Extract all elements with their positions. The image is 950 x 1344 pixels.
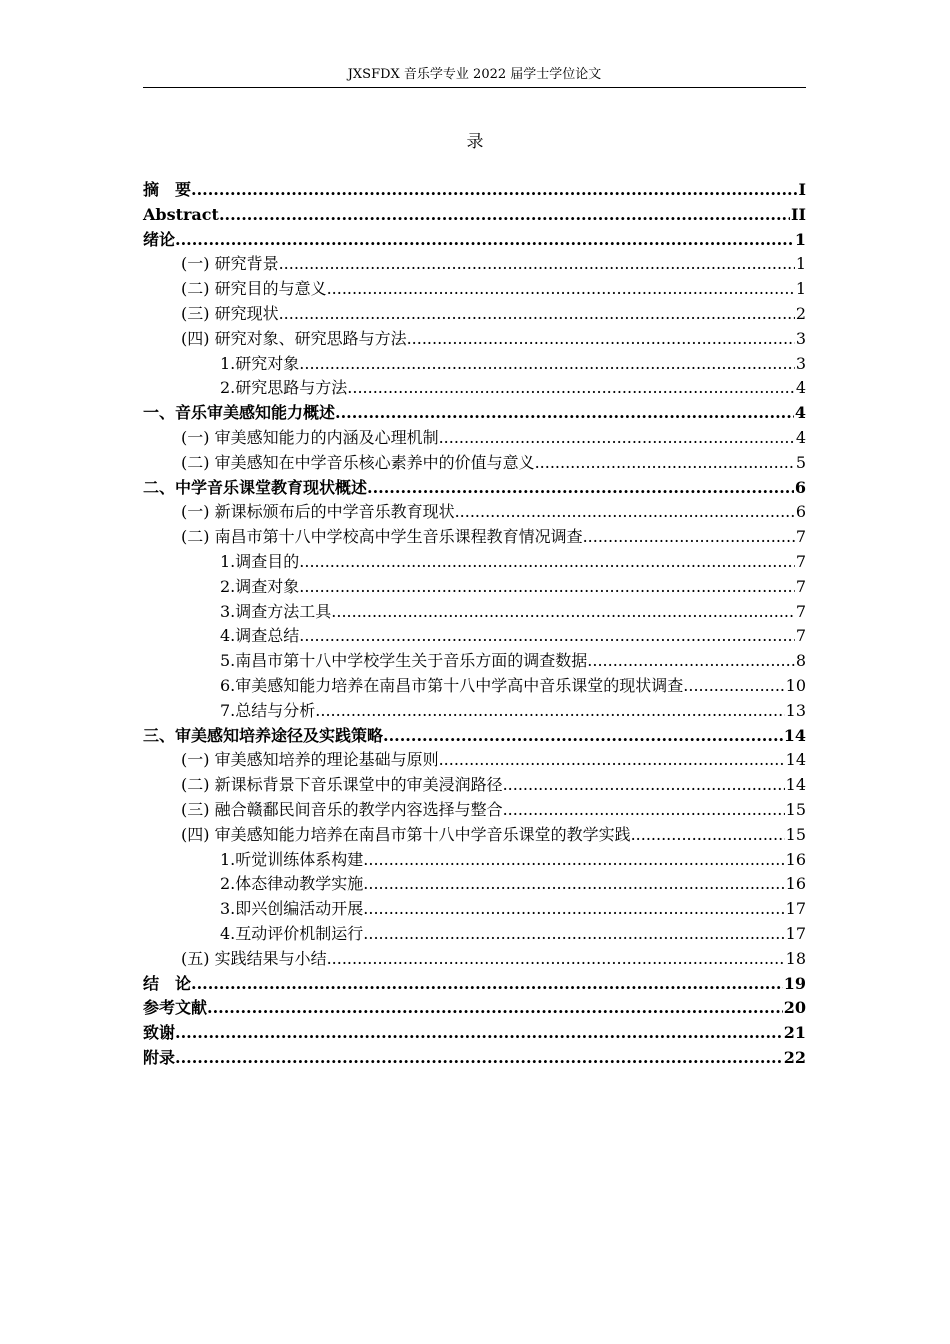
toc-entry-page-number: 17: [785, 923, 806, 943]
toc-entry-page-number: 7: [795, 626, 806, 646]
toc-dot-leader: [175, 1021, 783, 1046]
toc-entry[interactable]: [143, 575, 806, 600]
toc-dot-leader: [327, 947, 785, 972]
toc-entry[interactable]: [143, 451, 806, 476]
toc-dot-leader: [683, 674, 784, 699]
toc-entry-label: 3.调查方法工具: [220, 601, 332, 621]
toc-entry-label: (四) 审美感知能力培养在南昌市第十八中学音乐课堂的教学实践: [181, 824, 631, 844]
toc-entry-label: (一) 研究背景: [181, 254, 279, 274]
toc-dot-leader: [367, 476, 794, 501]
toc-entry-page-number: 16: [785, 874, 806, 894]
toc-dot-leader: [587, 649, 795, 674]
toc-dot-leader: [363, 848, 784, 873]
toc-entry-label: (一) 新课标颁布后的中学音乐教育现状: [181, 502, 455, 522]
toc-entry-page-number: 4: [795, 378, 806, 398]
toc-entry-label: 绪论: [143, 229, 176, 249]
toc-dot-leader: [363, 897, 784, 922]
toc-entry[interactable]: [143, 550, 806, 575]
toc-dot-leader: [335, 401, 794, 426]
toc-entry-page-number: II: [791, 204, 806, 224]
toc-entry-label: 致谢: [143, 1023, 176, 1043]
toc-entry[interactable]: [143, 947, 806, 972]
toc-entry-label: (五) 实践结果与小结: [181, 948, 327, 968]
toc-entry[interactable]: [143, 624, 806, 649]
toc-dot-leader: [363, 872, 784, 897]
toc-entry[interactable]: [143, 327, 806, 352]
toc-entry-label: 7.总结与分析: [220, 700, 316, 720]
toc-entry-page-number: 14: [785, 750, 806, 770]
toc-dot-leader: [191, 178, 798, 203]
toc-entry-label: (一) 审美感知培养的理论基础与原则: [181, 750, 439, 770]
toc-dot-leader: [219, 203, 790, 228]
toc-entry-label: 参考文献: [143, 998, 208, 1018]
toc-entry[interactable]: [143, 724, 806, 749]
toc-entry[interactable]: [143, 972, 806, 997]
toc-entry[interactable]: [143, 203, 806, 228]
toc-entry-label: 1.调查目的: [220, 551, 300, 571]
toc-entry-page-number: 1: [794, 229, 806, 249]
toc-dot-leader: [299, 575, 795, 600]
running-header: JXSFDX 音乐学专业 2022 届学士学位论文: [143, 66, 806, 88]
toc-entry-label: 2.研究思路与方法: [220, 378, 348, 398]
toc-entry-page-number: 6: [794, 477, 806, 497]
toc-entry[interactable]: [143, 476, 806, 501]
toc-entry[interactable]: [143, 848, 806, 873]
toc-entry-page-number: 1: [795, 254, 806, 274]
toc-dot-leader: [535, 451, 795, 476]
toc-entry-page-number: 20: [783, 998, 806, 1018]
toc-entry-page-number: 15: [785, 824, 806, 844]
toc-entry[interactable]: [143, 352, 806, 377]
toc-entry-label: 3.即兴创编活动开展: [220, 899, 364, 919]
toc-entry-label: 二、中学音乐课堂教育现状概述: [143, 477, 368, 497]
toc-dot-leader: [631, 823, 785, 848]
toc-entry[interactable]: [143, 699, 806, 724]
toc-dot-leader: [175, 228, 794, 253]
toc-entry[interactable]: [143, 773, 806, 798]
toc-entry-label: 2.调查对象: [220, 576, 300, 596]
toc-entry-label: 三、审美感知培养途径及实践策略: [143, 725, 384, 745]
toc-entry[interactable]: [143, 798, 806, 823]
toc-entry-page-number: 22: [783, 1047, 806, 1067]
toc-entry-label: 一、音乐审美感知能力概述: [143, 403, 336, 423]
toc-entry-label: 4.调查总结: [220, 626, 300, 646]
toc-entry[interactable]: [143, 1046, 806, 1071]
toc-entry-page-number: 1: [795, 279, 806, 299]
toc-entry[interactable]: [143, 302, 806, 327]
toc-entry-page-number: 19: [783, 973, 806, 993]
toc-dot-leader: [407, 327, 795, 352]
toc-entry-page-number: 6: [795, 502, 806, 522]
toc-entry[interactable]: [143, 1021, 806, 1046]
toc-dot-leader: [191, 972, 783, 997]
toc-dot-leader: [439, 748, 785, 773]
toc-dot-leader: [363, 922, 784, 947]
toc-entry[interactable]: [143, 376, 806, 401]
toc-dot-leader: [279, 302, 795, 327]
toc-entry[interactable]: [143, 228, 806, 253]
toc-entry-label: 2.体态律动教学实施: [220, 874, 364, 894]
toc-entry[interactable]: [143, 426, 806, 451]
toc-entry-label: (三) 研究现状: [181, 303, 279, 323]
toc-entry-label: 1.研究对象: [220, 353, 300, 373]
toc-dot-leader: [299, 352, 795, 377]
table-of-contents: [143, 178, 806, 1071]
toc-entry[interactable]: [143, 748, 806, 773]
toc-entry[interactable]: [143, 178, 806, 203]
toc-dot-leader: [439, 426, 795, 451]
toc-entry-page-number: 7: [795, 601, 806, 621]
toc-entry-label: 附录: [143, 1047, 176, 1067]
toc-dot-leader: [455, 500, 795, 525]
toc-entry-page-number: 15: [785, 799, 806, 819]
toc-entry-label: Abstract: [143, 204, 219, 224]
toc-entry-page-number: I: [798, 180, 806, 199]
toc-entry-page-number: 21: [783, 1023, 806, 1043]
toc-dot-leader: [383, 724, 783, 749]
toc-entry-page-number: 7: [795, 551, 806, 571]
toc-dot-leader: [299, 550, 795, 575]
toc-entry-label: (二) 审美感知在中学音乐核心素养中的价值与意义: [181, 452, 535, 472]
toc-entry-page-number: 10: [785, 675, 806, 695]
toc-title: 录: [466, 132, 484, 152]
toc-entry[interactable]: [143, 600, 806, 625]
toc-entry-page-number: 4: [795, 427, 806, 447]
toc-entry[interactable]: [143, 525, 806, 550]
toc-entry-label: (三) 融合赣鄱民间音乐的教学内容选择与整合: [181, 799, 503, 819]
toc-entry[interactable]: [143, 922, 806, 947]
toc-entry-page-number: 3: [795, 328, 806, 348]
toc-entry[interactable]: [143, 401, 806, 426]
toc-dot-leader: [583, 525, 795, 550]
toc-entry-page-number: 7: [795, 527, 806, 547]
toc-entry[interactable]: [143, 823, 806, 848]
toc-dot-leader: [331, 600, 795, 625]
toc-entry-label: 6.审美感知能力培养在南昌市第十八中学高中音乐课堂的现状调查: [220, 675, 684, 695]
toc-entry[interactable]: [143, 277, 806, 302]
toc-entry-page-number: 2: [795, 303, 806, 323]
toc-entry-label: 结 论: [143, 973, 192, 993]
toc-entry-page-number: 7: [795, 576, 806, 596]
toc-entry-label: 5.南昌市第十八中学校学生关于音乐方面的调查数据: [220, 651, 588, 671]
toc-entry-page-number: 17: [785, 899, 806, 919]
toc-entry[interactable]: [143, 500, 806, 525]
toc-entry[interactable]: [143, 674, 806, 699]
toc-entry-label: (一) 审美感知能力的内涵及心理机制: [181, 427, 439, 447]
toc-entry-page-number: 18: [785, 948, 806, 968]
toc-dot-leader: [347, 376, 795, 401]
toc-dot-leader: [503, 773, 785, 798]
toc-entry-label: 摘 要: [143, 180, 192, 199]
toc-entry-page-number: 13: [785, 700, 806, 720]
toc-dot-leader: [175, 1046, 783, 1071]
toc-entry-page-number: 5: [795, 452, 806, 472]
toc-entry-label: (二) 研究目的与意义: [181, 279, 327, 299]
toc-dot-leader: [503, 798, 785, 823]
toc-entry-label: (二) 南昌市第十八中学校高中学生音乐课程教育情况调查: [181, 527, 583, 547]
toc-dot-leader: [327, 277, 795, 302]
toc-entry[interactable]: [143, 252, 806, 277]
toc-dot-leader: [207, 996, 783, 1021]
toc-entry-page-number: 14: [785, 775, 806, 795]
toc-entry-page-number: 14: [783, 725, 806, 745]
toc-entry[interactable]: [143, 996, 806, 1021]
toc-entry-page-number: 3: [795, 353, 806, 373]
toc-entry-page-number: 16: [785, 849, 806, 869]
toc-entry-label: (二) 新课标背景下音乐课堂中的审美浸润路径: [181, 775, 503, 795]
toc-dot-leader: [299, 624, 795, 649]
toc-entry-label: (四) 研究对象、研究思路与方法: [181, 328, 407, 348]
toc-dot-leader: [315, 699, 784, 724]
toc-dot-leader: [279, 252, 795, 277]
toc-entry[interactable]: [143, 649, 806, 674]
toc-entry[interactable]: [143, 872, 806, 897]
toc-entry-page-number: 4: [794, 403, 806, 423]
toc-entry-label: 4.互动评价机制运行: [220, 923, 364, 943]
toc-entry-label: 1.听觉训练体系构建: [220, 849, 364, 869]
toc-entry-page-number: 8: [795, 651, 806, 671]
toc-entry[interactable]: [143, 897, 806, 922]
